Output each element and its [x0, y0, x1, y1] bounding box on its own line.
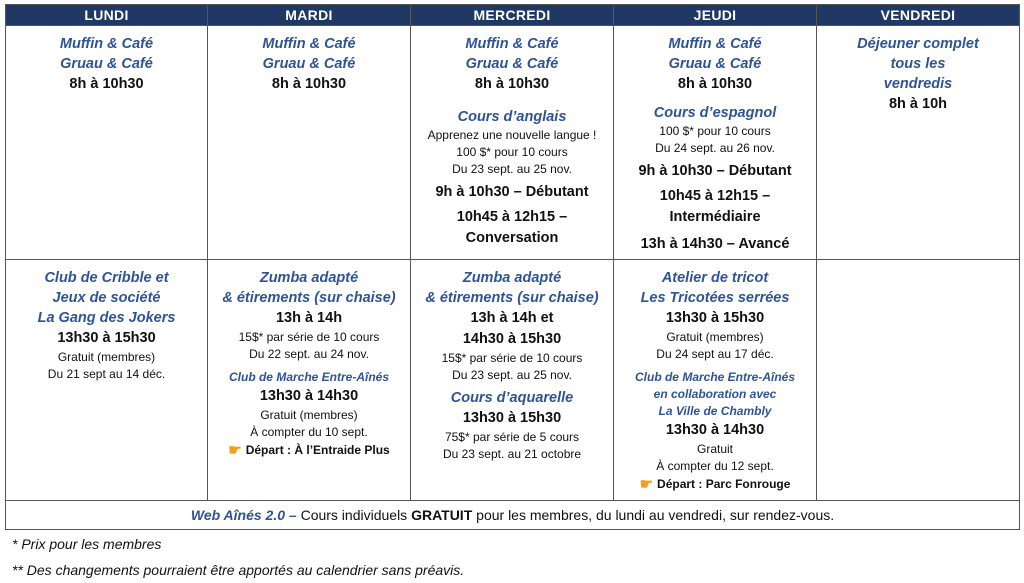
departure-text: Départ : À l’Entraide Plus	[245, 443, 390, 457]
club-note: Gratuit	[696, 442, 733, 456]
day-header-mardi: MARDI	[208, 5, 411, 26]
pointing-hand-icon: ☛	[228, 442, 242, 459]
activity-title: Muffin & Café	[465, 36, 559, 52]
activity-dates: Du 21 sept au 14 déc.	[47, 367, 166, 381]
activity-title: Muffin & Café	[668, 36, 762, 52]
activity-title: Déjeuner complet	[857, 36, 979, 52]
activity-title: La Gang des Jokers	[37, 310, 176, 326]
course-title: Cours d’aquarelle	[450, 390, 574, 406]
club-time: 13h30 à 14h30	[665, 422, 765, 438]
web-aines-text: pour les membres, du lundi au vendredi, sur rendez-vous.	[472, 507, 835, 523]
departure-text: Départ : Parc Fonrouge	[657, 477, 791, 491]
activity-time: 8h à 10h30	[271, 76, 347, 92]
activity-note: Gratuit (membres)	[666, 330, 764, 344]
web-aines-free: GRATUIT	[411, 507, 473, 523]
course-slot: 9h à 10h30 – Débutant	[435, 184, 589, 200]
activity-time: 13h à 14h et	[470, 310, 554, 326]
course-dates: Du 24 sept. au 26 nov.	[655, 141, 775, 155]
activity-time: 13h30 à 15h30	[665, 310, 765, 326]
activity-price: 15$* par série de 10 cours	[441, 351, 583, 365]
cell-mercredi-morning	[411, 26, 614, 260]
activity-title: Zumba adapté	[259, 270, 359, 286]
activity-title: Jeux de société	[52, 290, 161, 306]
club-title: La Ville de Chambly	[658, 404, 772, 418]
club-note: Gratuit (membres)	[260, 408, 358, 422]
course-dates: Du 23 sept. au 21 octobre	[442, 447, 582, 461]
activity-dates: Du 22 sept. au 24 nov.	[249, 347, 369, 361]
course-slot: 13h à 14h30 – Avancé	[640, 236, 790, 252]
activity-title: Atelier de tricot	[661, 270, 769, 286]
cell-vendredi-afternoon	[817, 260, 1020, 501]
course-price: 100 $* pour 10 cours	[659, 124, 771, 138]
cell-jeudi-afternoon	[614, 260, 817, 501]
activity-time: 8h à 10h30	[474, 76, 550, 92]
cell-lundi-morning	[6, 26, 208, 260]
club-title: en collaboration avec	[653, 387, 777, 401]
web-aines-cell	[6, 501, 1020, 530]
weekly-schedule-table	[5, 4, 1020, 530]
activity-title: Gruau & Café	[465, 56, 559, 72]
course-slot: 10h45 à 12h15 –	[456, 209, 568, 225]
departure-line	[614, 475, 816, 494]
course-price: 100 $* pour 10 cours	[456, 145, 568, 159]
activity-title: Gruau & Café	[262, 56, 356, 72]
activity-time: 13h30 à 15h30	[57, 330, 156, 346]
day-header-vendredi: VENDREDI	[817, 5, 1020, 26]
cell-mardi-morning	[208, 26, 411, 260]
web-aines-title: Web Aînés 2.0 –	[190, 507, 297, 523]
cell-mercredi-afternoon	[411, 260, 614, 501]
activity-dates: Du 24 sept au 17 déc.	[656, 347, 774, 361]
club-title: Club de Marche Entre-Aînés	[228, 370, 390, 384]
course-price: 75$* par série de 5 cours	[444, 430, 580, 444]
course-title: Cours d’anglais	[457, 109, 567, 125]
activity-title: Zumba adapté	[462, 270, 562, 286]
day-header-lundi: LUNDI	[6, 5, 208, 26]
activity-time: 8h à 10h30	[677, 76, 753, 92]
activity-title: Club de Cribble et	[44, 270, 169, 286]
activity-title: & étirements (sur chaise)	[222, 290, 396, 306]
club-title: Club de Marche Entre-Aînés	[634, 370, 796, 384]
club-start: À compter du 12 sept.	[656, 459, 774, 473]
activity-title: Muffin & Café	[59, 36, 154, 52]
club-time: 13h30 à 14h30	[259, 388, 359, 404]
footnote-changes: ** Des changements pourraient être apportés au calendrier sans préavis.	[12, 562, 465, 578]
activity-title: tous les	[890, 56, 946, 72]
course-dates: Du 23 sept. au 25 nov.	[452, 162, 572, 176]
cell-lundi-afternoon	[6, 260, 208, 501]
departure-line	[208, 441, 410, 460]
activity-time: 8h à 10h	[888, 96, 948, 112]
activity-title: Gruau & Café	[60, 56, 153, 72]
course-slot: Intermédiaire	[669, 209, 761, 225]
course-description: Apprenez une nouvelle langue !	[427, 128, 597, 142]
footnote-price: * Prix pour les membres	[12, 536, 162, 552]
activity-time: 8h à 10h30	[69, 76, 144, 92]
pointing-hand-icon: ☛	[639, 476, 654, 493]
activity-title: Muffin & Café	[262, 36, 356, 52]
course-slot: Conversation	[465, 230, 559, 246]
course-time: 13h30 à 15h30	[462, 410, 562, 426]
morning-row	[6, 26, 1020, 260]
day-header-jeudi: JEUDI	[614, 5, 817, 26]
activity-title: Les Tricotées serrées	[640, 290, 790, 306]
activity-title: Gruau & Café	[668, 56, 762, 72]
activity-dates: Du 23 sept. au 25 nov.	[452, 368, 572, 382]
activity-title: vendredis	[883, 76, 953, 92]
course-slot: 10h45 à 12h15 –	[659, 188, 771, 204]
activity-title: & étirements (sur chaise)	[425, 290, 599, 306]
activity-note: Gratuit (membres)	[57, 350, 156, 364]
course-slot: 9h à 10h30 – Débutant	[638, 163, 792, 179]
cell-jeudi-morning	[614, 26, 817, 260]
day-header-mercredi: MERCREDI	[411, 5, 614, 26]
activity-time: 14h30 à 15h30	[462, 331, 562, 347]
cell-vendredi-morning	[817, 26, 1020, 260]
header-row	[6, 5, 1020, 26]
course-title: Cours d’espagnol	[653, 105, 777, 121]
web-aines-text: Cours individuels	[296, 507, 412, 523]
cell-mardi-afternoon	[208, 260, 411, 501]
club-start: À compter du 10 sept.	[250, 425, 368, 439]
activity-price: 15$* par série de 10 cours	[238, 330, 380, 344]
web-row	[6, 501, 1020, 530]
activity-time: 13h à 14h	[275, 310, 343, 326]
afternoon-row	[6, 260, 1020, 501]
